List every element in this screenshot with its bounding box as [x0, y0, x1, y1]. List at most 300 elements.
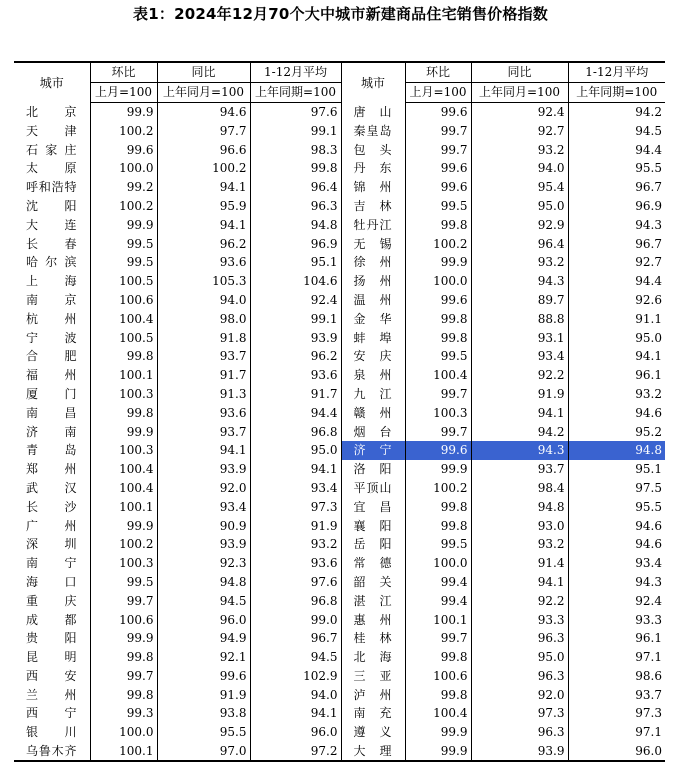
mom-value: 99.3	[90, 704, 157, 723]
city-name: 烟台	[341, 422, 405, 441]
yoy-value: 95.9	[157, 197, 250, 216]
avg-value: 93.4	[568, 554, 665, 573]
city-name: 贵阳	[26, 631, 77, 646]
city-name: 福州	[26, 368, 77, 383]
avg-value: 95.5	[568, 159, 665, 178]
yoy-value: 93.6	[157, 403, 250, 422]
mom-value: 99.5	[90, 573, 157, 592]
table-row	[14, 441, 665, 460]
city-name: 牡丹江	[341, 215, 405, 234]
avg-value: 97.1	[568, 723, 665, 742]
mom-value: 99.7	[405, 422, 471, 441]
city-name: 北京	[26, 104, 77, 119]
avg-value: 96.0	[250, 723, 341, 742]
mom-header-left: 环比	[90, 62, 157, 82]
mom-value: 99.7	[405, 629, 471, 648]
city-name: 合肥	[26, 349, 77, 364]
mom-value: 99.7	[90, 667, 157, 686]
yoy-value: 92.2	[471, 591, 568, 610]
city-name: 丹东	[341, 159, 405, 178]
header-row	[14, 62, 665, 82]
yoy-value: 93.7	[471, 460, 568, 479]
yoy-value: 93.0	[471, 516, 568, 535]
yoy-value: 96.3	[471, 629, 568, 648]
mom-value: 99.5	[90, 253, 157, 272]
avg-value: 93.3	[568, 610, 665, 629]
yoy-value: 91.9	[157, 685, 250, 704]
city-name: 泸州	[341, 685, 405, 704]
table-row	[14, 366, 665, 385]
avg-value: 96.2	[250, 347, 341, 366]
yoy-value: 93.9	[157, 535, 250, 554]
avg-value: 96.8	[250, 422, 341, 441]
mom-value: 99.9	[405, 742, 471, 762]
mom-value: 99.6	[405, 159, 471, 178]
mom-value: 100.1	[90, 742, 157, 762]
mom-value: 99.9	[405, 253, 471, 272]
yoy-value: 90.9	[157, 516, 250, 535]
mom-value: 100.4	[405, 366, 471, 385]
avg-value: 97.3	[568, 704, 665, 723]
mom-value: 99.8	[90, 648, 157, 667]
avg-value: 92.7	[568, 253, 665, 272]
yoy-value: 92.9	[471, 215, 568, 234]
avg-header-right: 1-12月平均	[568, 62, 665, 82]
mom-value: 100.3	[90, 554, 157, 573]
mom-value: 99.8	[405, 516, 471, 535]
avg-value: 94.6	[568, 403, 665, 422]
avg-value: 91.9	[250, 516, 341, 535]
avg-value: 93.9	[250, 328, 341, 347]
yoy-value: 92.1	[157, 648, 250, 667]
avg-value: 94.3	[568, 573, 665, 592]
yoy-value: 94.1	[157, 441, 250, 460]
avg-value: 92.6	[568, 291, 665, 310]
city-name: 九江	[341, 385, 405, 404]
city-name: 武汉	[26, 480, 77, 495]
mom-subheader-left: 上月=100	[90, 82, 157, 102]
table-row	[14, 497, 665, 516]
avg-value: 99.8	[250, 159, 341, 178]
avg-value: 102.9	[250, 667, 341, 686]
mom-value: 99.8	[405, 497, 471, 516]
avg-value: 96.7	[568, 234, 665, 253]
table-title: 表1：2024年12月70个大中城市新建商品住宅销售价格指数	[133, 5, 548, 23]
yoy-value: 88.8	[471, 309, 568, 328]
table-row	[14, 667, 665, 686]
mom-value: 99.9	[405, 460, 471, 479]
yoy-value: 91.3	[157, 385, 250, 404]
avg-subheader-left: 上年同期=100	[250, 82, 341, 102]
yoy-value: 92.7	[471, 121, 568, 140]
mom-value: 100.6	[405, 667, 471, 686]
mom-value: 99.9	[90, 422, 157, 441]
yoy-value: 93.8	[157, 704, 250, 723]
yoy-value: 93.3	[471, 610, 568, 629]
city-name: 成都	[26, 612, 77, 627]
city-name: 南宁	[26, 556, 77, 571]
city-name: 洛阳	[341, 460, 405, 479]
city-name: 长沙	[26, 499, 77, 514]
mom-value: 100.5	[90, 328, 157, 347]
yoy-value: 98.0	[157, 309, 250, 328]
city-name: 三亚	[341, 667, 405, 686]
city-name: 重庆	[26, 593, 77, 608]
city-name: 锦州	[341, 178, 405, 197]
mom-value: 99.4	[405, 591, 471, 610]
mom-value: 100.2	[90, 535, 157, 554]
mom-value: 99.5	[405, 347, 471, 366]
city-header-left: 城市	[14, 62, 90, 102]
table-row	[14, 422, 665, 441]
avg-value: 98.6	[568, 667, 665, 686]
avg-value: 91.7	[250, 385, 341, 404]
city-header-right: 城市	[341, 62, 405, 102]
mom-value: 99.8	[405, 648, 471, 667]
yoy-value: 95.0	[471, 197, 568, 216]
avg-value: 92.4	[568, 591, 665, 610]
yoy-value: 97.0	[157, 742, 250, 762]
mom-value: 100.0	[405, 554, 471, 573]
table-row	[14, 309, 665, 328]
city-name: 蚌埠	[341, 328, 405, 347]
avg-value: 95.2	[568, 422, 665, 441]
city-name: 济南	[26, 424, 77, 439]
mom-value: 100.6	[90, 610, 157, 629]
table-row	[14, 685, 665, 704]
city-name: 广州	[26, 518, 77, 533]
city-name: 常德	[341, 554, 405, 573]
avg-value: 93.2	[568, 385, 665, 404]
avg-value: 94.6	[568, 516, 665, 535]
city-name: 金华	[341, 309, 405, 328]
mom-value: 100.0	[90, 159, 157, 178]
city-name: 乌鲁木齐	[14, 742, 90, 762]
avg-value: 94.4	[250, 403, 341, 422]
city-name: 赣州	[341, 403, 405, 422]
mom-value: 100.1	[405, 610, 471, 629]
table-row	[14, 328, 665, 347]
city-name: 桂林	[341, 629, 405, 648]
yoy-header-right: 同比	[471, 62, 568, 82]
table-row	[14, 234, 665, 253]
city-name: 兰州	[26, 687, 77, 702]
table-row	[14, 591, 665, 610]
table-row	[14, 272, 665, 291]
yoy-value: 96.4	[471, 234, 568, 253]
yoy-value: 91.4	[471, 554, 568, 573]
avg-value: 96.7	[250, 629, 341, 648]
yoy-value: 93.2	[471, 140, 568, 159]
avg-value: 97.2	[250, 742, 341, 762]
avg-value: 94.1	[568, 347, 665, 366]
table-row	[14, 253, 665, 272]
mom-value: 99.6	[90, 140, 157, 159]
yoy-value: 95.5	[157, 723, 250, 742]
yoy-value: 94.9	[157, 629, 250, 648]
yoy-value: 93.7	[157, 347, 250, 366]
yoy-value: 92.0	[471, 685, 568, 704]
mom-value: 99.8	[405, 215, 471, 234]
mom-value: 99.6	[405, 102, 471, 121]
table-row	[14, 121, 665, 140]
city-name: 无锡	[341, 234, 405, 253]
city-name: 天津	[26, 123, 77, 138]
city-name: 昆明	[26, 650, 77, 665]
avg-value: 94.5	[250, 648, 341, 667]
city-name: 厦门	[26, 386, 77, 401]
yoy-value: 94.8	[471, 497, 568, 516]
avg-value: 97.6	[250, 102, 341, 121]
city-name: 大理	[341, 742, 405, 762]
mom-value: 99.8	[405, 685, 471, 704]
yoy-value: 99.6	[157, 667, 250, 686]
mom-value: 99.6	[405, 291, 471, 310]
mom-value: 100.0	[90, 723, 157, 742]
avg-value: 94.8	[568, 441, 665, 460]
city-name: 济宁	[341, 441, 405, 460]
city-name: 太原	[26, 161, 77, 176]
avg-header-left: 1-12月平均	[250, 62, 341, 82]
city-name: 扬州	[341, 272, 405, 291]
avg-value: 94.4	[568, 272, 665, 291]
table-row	[14, 460, 665, 479]
mom-value: 100.1	[90, 497, 157, 516]
avg-value: 93.6	[250, 554, 341, 573]
avg-value: 94.2	[568, 102, 665, 121]
mom-value: 99.2	[90, 178, 157, 197]
yoy-value: 96.3	[471, 667, 568, 686]
avg-value: 97.3	[250, 497, 341, 516]
mom-value: 100.3	[90, 441, 157, 460]
yoy-value: 96.3	[471, 723, 568, 742]
yoy-value: 100.2	[157, 159, 250, 178]
mom-value: 99.7	[405, 121, 471, 140]
table-row	[14, 178, 665, 197]
mom-value: 99.8	[90, 347, 157, 366]
avg-value: 96.7	[568, 178, 665, 197]
city-name: 宁波	[26, 330, 77, 345]
city-name: 上海	[26, 274, 77, 289]
city-name: 惠州	[341, 610, 405, 629]
table-row	[14, 403, 665, 422]
avg-value: 95.1	[568, 460, 665, 479]
avg-value: 94.4	[568, 140, 665, 159]
city-name: 平顶山	[341, 479, 405, 498]
avg-value: 97.5	[568, 479, 665, 498]
table-row	[14, 347, 665, 366]
yoy-value: 91.7	[157, 366, 250, 385]
yoy-value: 89.7	[471, 291, 568, 310]
city-name: 唐山	[341, 102, 405, 121]
mom-value: 100.2	[405, 234, 471, 253]
yoy-value: 94.1	[157, 215, 250, 234]
table-row	[14, 291, 665, 310]
avg-value: 94.8	[250, 215, 341, 234]
city-name: 湛江	[341, 591, 405, 610]
yoy-value: 93.9	[157, 460, 250, 479]
yoy-value: 93.2	[471, 253, 568, 272]
mom-value: 99.8	[405, 328, 471, 347]
mom-value: 99.6	[405, 441, 471, 460]
avg-value: 93.4	[250, 479, 341, 498]
city-name: 南京	[26, 292, 77, 307]
city-name: 海口	[26, 574, 77, 589]
mom-value: 99.4	[405, 573, 471, 592]
avg-value: 94.3	[568, 215, 665, 234]
avg-value: 97.6	[250, 573, 341, 592]
avg-value: 99.1	[250, 121, 341, 140]
mom-value: 100.2	[405, 479, 471, 498]
city-name: 呼和浩特	[26, 180, 77, 195]
avg-value: 96.8	[250, 591, 341, 610]
table-row	[14, 704, 665, 723]
city-name: 西安	[26, 668, 77, 683]
table-row	[14, 723, 665, 742]
yoy-value: 94.2	[471, 422, 568, 441]
yoy-value: 94.3	[471, 272, 568, 291]
table-row	[14, 215, 665, 234]
mom-value: 99.5	[405, 197, 471, 216]
subheader-row	[14, 82, 665, 102]
table-row	[14, 159, 665, 178]
mom-value: 100.6	[90, 291, 157, 310]
city-name: 北海	[341, 648, 405, 667]
yoy-value: 92.4	[471, 102, 568, 121]
city-name: 郑州	[26, 462, 77, 477]
city-name: 沈阳	[26, 198, 77, 213]
city-name: 宜昌	[341, 497, 405, 516]
yoy-value: 93.9	[471, 742, 568, 762]
yoy-value: 96.6	[157, 140, 250, 159]
city-name: 温州	[341, 291, 405, 310]
yoy-value: 105.3	[157, 272, 250, 291]
mom-value: 100.4	[90, 479, 157, 498]
avg-value: 94.1	[250, 704, 341, 723]
table-row	[14, 573, 665, 592]
avg-value: 94.6	[568, 535, 665, 554]
mom-value: 99.9	[90, 516, 157, 535]
avg-value: 97.1	[568, 648, 665, 667]
yoy-value: 98.4	[471, 479, 568, 498]
table-body	[14, 102, 665, 761]
yoy-value: 93.6	[157, 253, 250, 272]
city-name: 秦皇岛	[341, 121, 405, 140]
yoy-value: 94.1	[471, 403, 568, 422]
table-row	[14, 102, 665, 121]
city-name: 南昌	[26, 405, 77, 420]
avg-value: 99.1	[250, 309, 341, 328]
city-name: 银川	[26, 725, 77, 740]
mom-value: 99.5	[90, 234, 157, 253]
avg-value: 99.0	[250, 610, 341, 629]
mom-value: 100.4	[90, 309, 157, 328]
table-row	[14, 554, 665, 573]
city-name: 长春	[26, 236, 77, 251]
mom-value: 100.1	[90, 366, 157, 385]
yoy-value: 93.2	[471, 535, 568, 554]
mom-value: 99.5	[405, 535, 471, 554]
yoy-value: 94.5	[157, 591, 250, 610]
city-name: 杭州	[26, 311, 77, 326]
yoy-value: 95.0	[471, 648, 568, 667]
mom-value: 99.8	[405, 309, 471, 328]
yoy-value: 94.8	[157, 573, 250, 592]
table-row	[14, 629, 665, 648]
mom-value: 99.9	[90, 215, 157, 234]
avg-value: 91.1	[568, 309, 665, 328]
avg-value: 104.6	[250, 272, 341, 291]
mom-header-right: 环比	[405, 62, 471, 82]
table-row	[14, 385, 665, 404]
city-name: 遵义	[341, 723, 405, 742]
city-name: 深圳	[26, 537, 77, 552]
table-row	[14, 516, 665, 535]
table-row	[14, 742, 665, 762]
avg-value: 92.4	[250, 291, 341, 310]
yoy-value: 95.4	[471, 178, 568, 197]
avg-value: 96.1	[568, 629, 665, 648]
yoy-subheader-right: 上年同月=100	[471, 82, 568, 102]
city-name: 南充	[341, 704, 405, 723]
city-name: 安庆	[341, 347, 405, 366]
mom-value: 99.6	[405, 178, 471, 197]
city-name: 徐州	[341, 253, 405, 272]
mom-value: 100.3	[405, 403, 471, 422]
mom-value: 100.2	[90, 197, 157, 216]
yoy-value: 94.1	[157, 178, 250, 197]
city-name: 包头	[341, 140, 405, 159]
yoy-value: 97.7	[157, 121, 250, 140]
avg-value: 95.5	[568, 497, 665, 516]
mom-value: 99.9	[90, 102, 157, 121]
yoy-value: 91.9	[471, 385, 568, 404]
avg-value: 93.7	[568, 685, 665, 704]
avg-value: 94.1	[250, 460, 341, 479]
avg-value: 96.0	[568, 742, 665, 762]
table-row	[14, 535, 665, 554]
mom-value: 100.5	[90, 272, 157, 291]
avg-subheader-right: 上年同期=100	[568, 82, 665, 102]
mom-value: 99.7	[405, 385, 471, 404]
city-name: 大连	[26, 217, 77, 232]
yoy-value: 92.0	[157, 479, 250, 498]
mom-value: 99.7	[90, 591, 157, 610]
city-name: 西宁	[26, 706, 77, 721]
table-row	[14, 140, 665, 159]
mom-value: 99.9	[405, 723, 471, 742]
mom-value: 99.8	[90, 403, 157, 422]
mom-value: 99.7	[405, 140, 471, 159]
mom-value: 100.4	[405, 704, 471, 723]
city-name: 青岛	[26, 443, 77, 458]
mom-value: 99.9	[90, 629, 157, 648]
yoy-value: 97.3	[471, 704, 568, 723]
yoy-value: 93.7	[157, 422, 250, 441]
yoy-value: 96.0	[157, 610, 250, 629]
mom-value: 100.4	[90, 460, 157, 479]
avg-value: 93.2	[250, 535, 341, 554]
yoy-header-left: 同比	[157, 62, 250, 82]
avg-value: 95.0	[250, 441, 341, 460]
yoy-value: 92.3	[157, 554, 250, 573]
yoy-value: 91.8	[157, 328, 250, 347]
price-index-table	[14, 61, 665, 762]
avg-value: 95.0	[568, 328, 665, 347]
table-row	[14, 197, 665, 216]
mom-value: 99.8	[90, 685, 157, 704]
avg-value: 98.3	[250, 140, 341, 159]
